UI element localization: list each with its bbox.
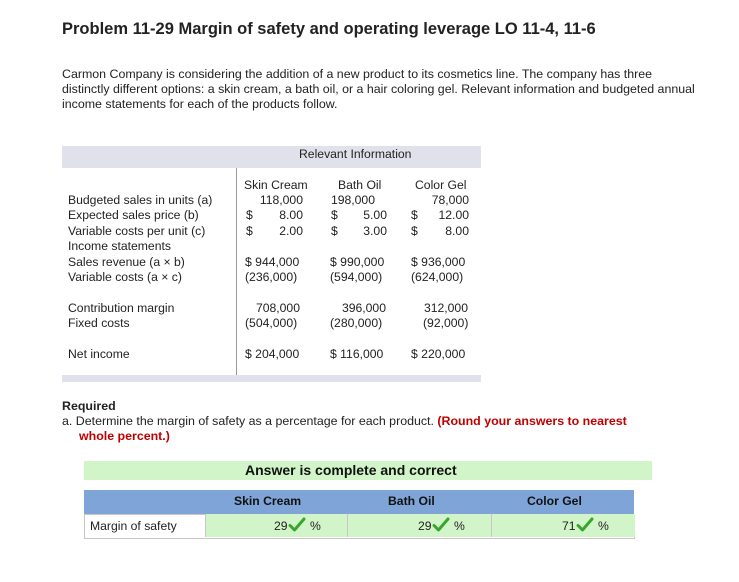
row-label-varcost: Variable costs per unit (c) [68, 224, 206, 238]
cell-revenue-skin: $ 944,000 [245, 255, 300, 269]
row-label-fixed-costs: Fixed costs [68, 316, 130, 330]
cell-cm-skin: 708,000 [255, 301, 300, 315]
cell-price-skin: 8.00 [279, 208, 303, 222]
answer-input-bath-oil[interactable]: 29 [418, 519, 432, 533]
row-label-net-income: Net income [68, 347, 130, 361]
correct-check-icon [432, 516, 450, 534]
question-prefix: a. [62, 414, 73, 428]
col-header-skin-cream: Skin Cream [244, 178, 308, 192]
cell-price-gel-currency: $ [411, 208, 418, 222]
required-heading: Required [62, 399, 116, 413]
cell-varcost-bath-currency: $ [331, 224, 338, 238]
question-hint: (Round your answers to nearest [437, 414, 627, 428]
cell-units-bath: 198,000 [330, 193, 375, 207]
cell-fixed-gel: (92,000) [423, 316, 469, 330]
answer-unit-gel: % [598, 519, 609, 533]
cell-units-skin: 118,000 [259, 193, 303, 207]
cell-fixed-bath: (280,000) [330, 316, 383, 330]
cell-units-gel: 78,000 [431, 193, 469, 207]
cell-variable-skin: (236,000) [245, 270, 298, 284]
col-header-bath-oil: Bath Oil [338, 178, 382, 192]
answer-col-bath-oil: Bath Oil [388, 494, 435, 508]
info-table-footer-bar [62, 375, 481, 382]
row-label-income-statements: Income statements [68, 239, 171, 253]
cell-price-bath-currency: $ [331, 208, 338, 222]
problem-title: Problem 11-29 Margin of safety and operating leverage LO 11-4, 11-6 [62, 20, 596, 38]
answer-row-label: Margin of safety [90, 519, 177, 533]
answer-col-skin-cream: Skin Cream [234, 494, 302, 508]
answer-col-color-gel: Color Gel [527, 494, 582, 508]
cell-cm-bath: 396,000 [341, 301, 386, 315]
question-text: Determine the margin of safety as a percentage for each product. [75, 414, 434, 428]
cell-variable-bath: (594,000) [330, 270, 383, 284]
cell-revenue-bath: $ 990,000 [330, 255, 385, 269]
cell-price-bath: 5.00 [363, 208, 387, 222]
info-table-divider [236, 168, 237, 375]
question-hint-continued: whole percent.) [79, 429, 170, 443]
row-label-units: Budgeted sales in units (a) [68, 193, 213, 207]
correct-check-icon [288, 516, 306, 534]
answer-input-color-gel[interactable]: 71 [562, 519, 576, 533]
cell-varcost-gel-currency: $ [411, 224, 418, 238]
row-label-contribution-margin: Contribution margin [68, 301, 175, 315]
cell-variable-gel: (624,000) [411, 270, 464, 284]
row-label-revenue: Sales revenue (a × b) [68, 255, 185, 269]
cell-net-skin: $ 204,000 [245, 347, 300, 361]
answer-status-text: Answer is complete and correct [245, 462, 457, 478]
cell-net-bath: $ 116,000 [330, 347, 384, 361]
col-header-color-gel: Color Gel [415, 178, 467, 192]
cell-price-skin-currency: $ [246, 208, 253, 222]
cell-varcost-gel: 8.00 [445, 224, 469, 238]
cell-fixed-skin: (504,000) [245, 316, 298, 330]
answer-input-skin-cream[interactable]: 29 [274, 519, 288, 533]
cell-revenue-gel: $ 936,000 [411, 255, 466, 269]
cell-varcost-skin: 2.00 [279, 224, 303, 238]
cell-price-gel: 12.00 [438, 208, 469, 222]
info-table-header-bar [62, 146, 481, 168]
cell-varcost-skin-currency: $ [246, 224, 253, 238]
question-a [62, 414, 672, 444]
cell-varcost-bath: 3.00 [363, 224, 387, 238]
correct-check-icon [576, 516, 594, 534]
row-label-price: Expected sales price (b) [68, 208, 199, 222]
info-table-heading: Relevant Information [299, 147, 412, 161]
cell-net-gel: $ 220,000 [411, 347, 466, 361]
answer-unit-skin: % [310, 519, 321, 533]
cell-cm-gel: 312,000 [423, 301, 468, 315]
problem-intro: Carmon Company is considering the addition of a new product to its cosmetics line. The company has three distinctly different options: a skin cream, a bath oil, or a hair coloring gel. Relevant information and budgeted annual income statements for each of the products follow. [62, 67, 695, 111]
row-label-variable-costs: Variable costs (a × c) [68, 270, 182, 284]
answer-unit-bath: % [454, 519, 465, 533]
